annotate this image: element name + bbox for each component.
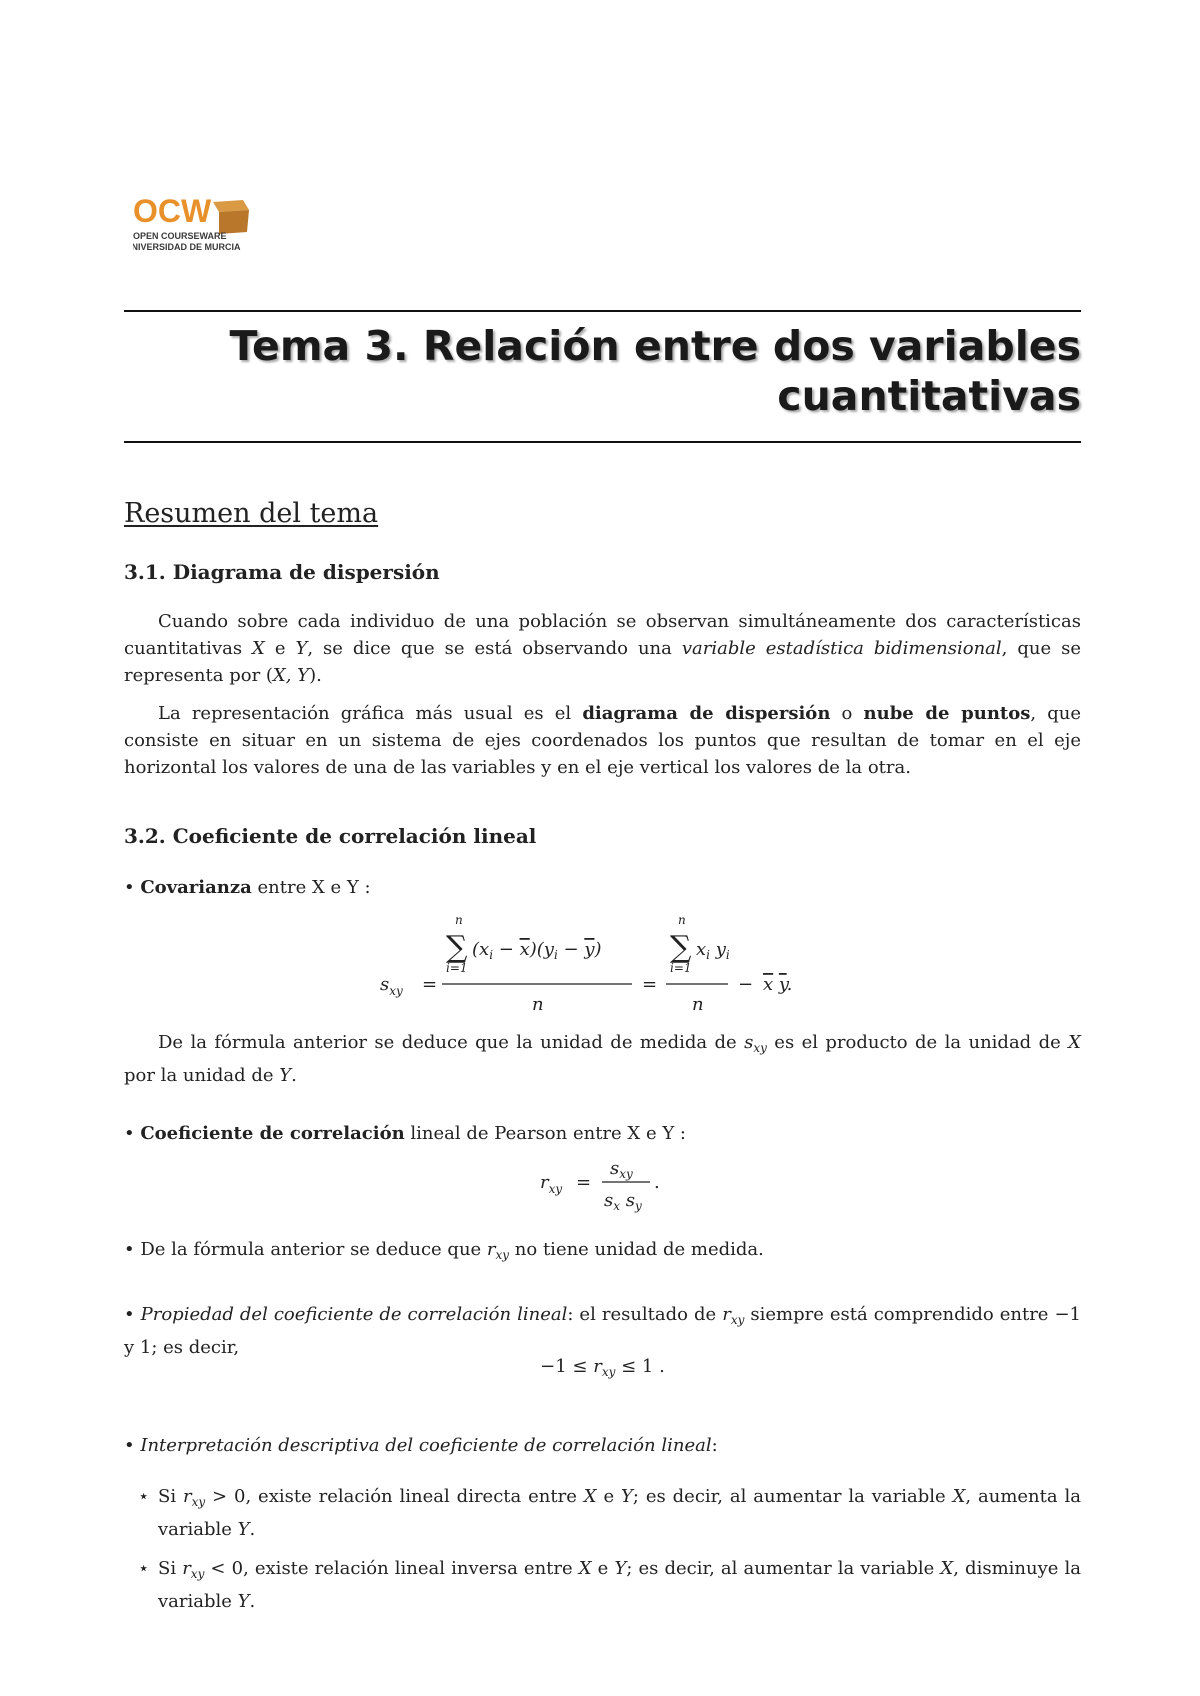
pearson-formula: [540, 1152, 680, 1218]
property-bullet: • Propiedad del coeficiente de correlación lineal: el resultado de $r_{xy}$ siempre está comprendido entre −1 y 1; es decir,: [124, 1304, 1081, 1358]
section-3-2-heading: 3.2. Coeficiente de correlación lineal: [124, 824, 537, 848]
interpretation-negative: ⋆ Si $r_{xy} < 0$, existe relación lineal inversa entre X e Y; es decir, al aumentar la variable X, disminuye la variable Y.: [138, 1558, 1081, 1612]
svg-text:.: .: [654, 1172, 660, 1193]
logo-line1: OPEN COURSEWARE: [133, 231, 227, 241]
svg-text:=: =: [422, 974, 438, 995]
svg-text:i=1: i=1: [446, 961, 468, 975]
svg-text:n: n: [678, 913, 686, 927]
svg-text:∑: ∑: [446, 930, 468, 965]
svg-text:=: =: [576, 1172, 592, 1193]
svg-text:n: n: [532, 994, 544, 1012]
covariance-note: De la fórmula anterior se deduce que la unidad de medida de $s_{xy}$ es el producto de la unidad de X por la unidad de Y.: [124, 1032, 1081, 1086]
ocw-logo-graphic: [133, 192, 253, 256]
logo-mark: OCW: [133, 193, 212, 229]
svg-text:=: =: [642, 974, 658, 995]
section-3-1-paragraph-1: Cuando sobre cada individuo de una población se observan simultáneamente dos características cuantitativas X e Y, se dice que se está observando una variable estadística bidimensional, que se representa por (X, Y).: [124, 611, 1081, 686]
svg-text:(xi − x)(yi − y): $(x_i - x)(y_i - y)$: [472, 939, 602, 962]
covariance-bullet: • Covarianza entre X e Y :: [124, 877, 371, 898]
svg-text:rxy: $r_{xy}$: [540, 1172, 563, 1196]
inequality-formula: $-1 \le r_{xy} \le 1$ .: [540, 1356, 665, 1379]
page-title: [124, 321, 1081, 421]
title-line-1: Tema 3. Relación entre dos variables: [229, 322, 1081, 370]
logo-line2: UNIVERSIDAD DE MURCIA: [133, 242, 241, 252]
title-top-rule: [124, 310, 1081, 312]
svg-text:−: −: [738, 974, 754, 995]
svg-text:sx sy: $s_x$ $s_y$: [604, 1190, 642, 1213]
r-no-units-bullet: • De la fórmula anterior se deduce que $r_{xy}$ no tiene unidad de medida.: [124, 1239, 764, 1262]
svg-text:∑: ∑: [670, 930, 692, 965]
interpretation-bullet: • Interpretación descriptiva del coeficiente de correlación lineal:: [124, 1435, 718, 1456]
ocw-logo: [133, 192, 253, 256]
section-3-1-paragraph-2: La representación gráfica más usual es el diagrama de dispersión o nube de puntos, que consiste en situar en un sistema de ejes coordenados los puntos que resultan de tomar en el eje horizontal los valores de una de las variables y en el eje vertical los valores de la otra.: [124, 703, 1082, 778]
title-line-2: cuantitativas: [777, 372, 1081, 420]
covariance-formula: [380, 912, 840, 1012]
svg-text:xi yi: $x_i$ $y_i$: [696, 939, 730, 962]
svg-text:n: n: [692, 994, 704, 1012]
summary-heading: Resumen del tema: [124, 498, 379, 529]
svg-text:sxy: $s_{xy}$: [380, 974, 403, 998]
section-3-1-heading: 3.1. Diagrama de dispersión: [124, 560, 440, 584]
svg-text:n: n: [455, 913, 463, 927]
pearson-bullet: • Coeficiente de correlación lineal de Pearson entre X e Y :: [124, 1123, 686, 1144]
svg-text:i=1: i=1: [670, 961, 692, 975]
svg-text:x y.: x y.: [763, 974, 793, 995]
title-bottom-rule: [124, 441, 1081, 443]
svg-text:sxy: $s_{xy}$: [610, 1158, 633, 1181]
interpretation-positive: ⋆ Si $r_{xy} > 0$, existe relación lineal directa entre X e Y; es decir, al aumentar la variable X, aumenta la variable Y.: [138, 1486, 1081, 1540]
